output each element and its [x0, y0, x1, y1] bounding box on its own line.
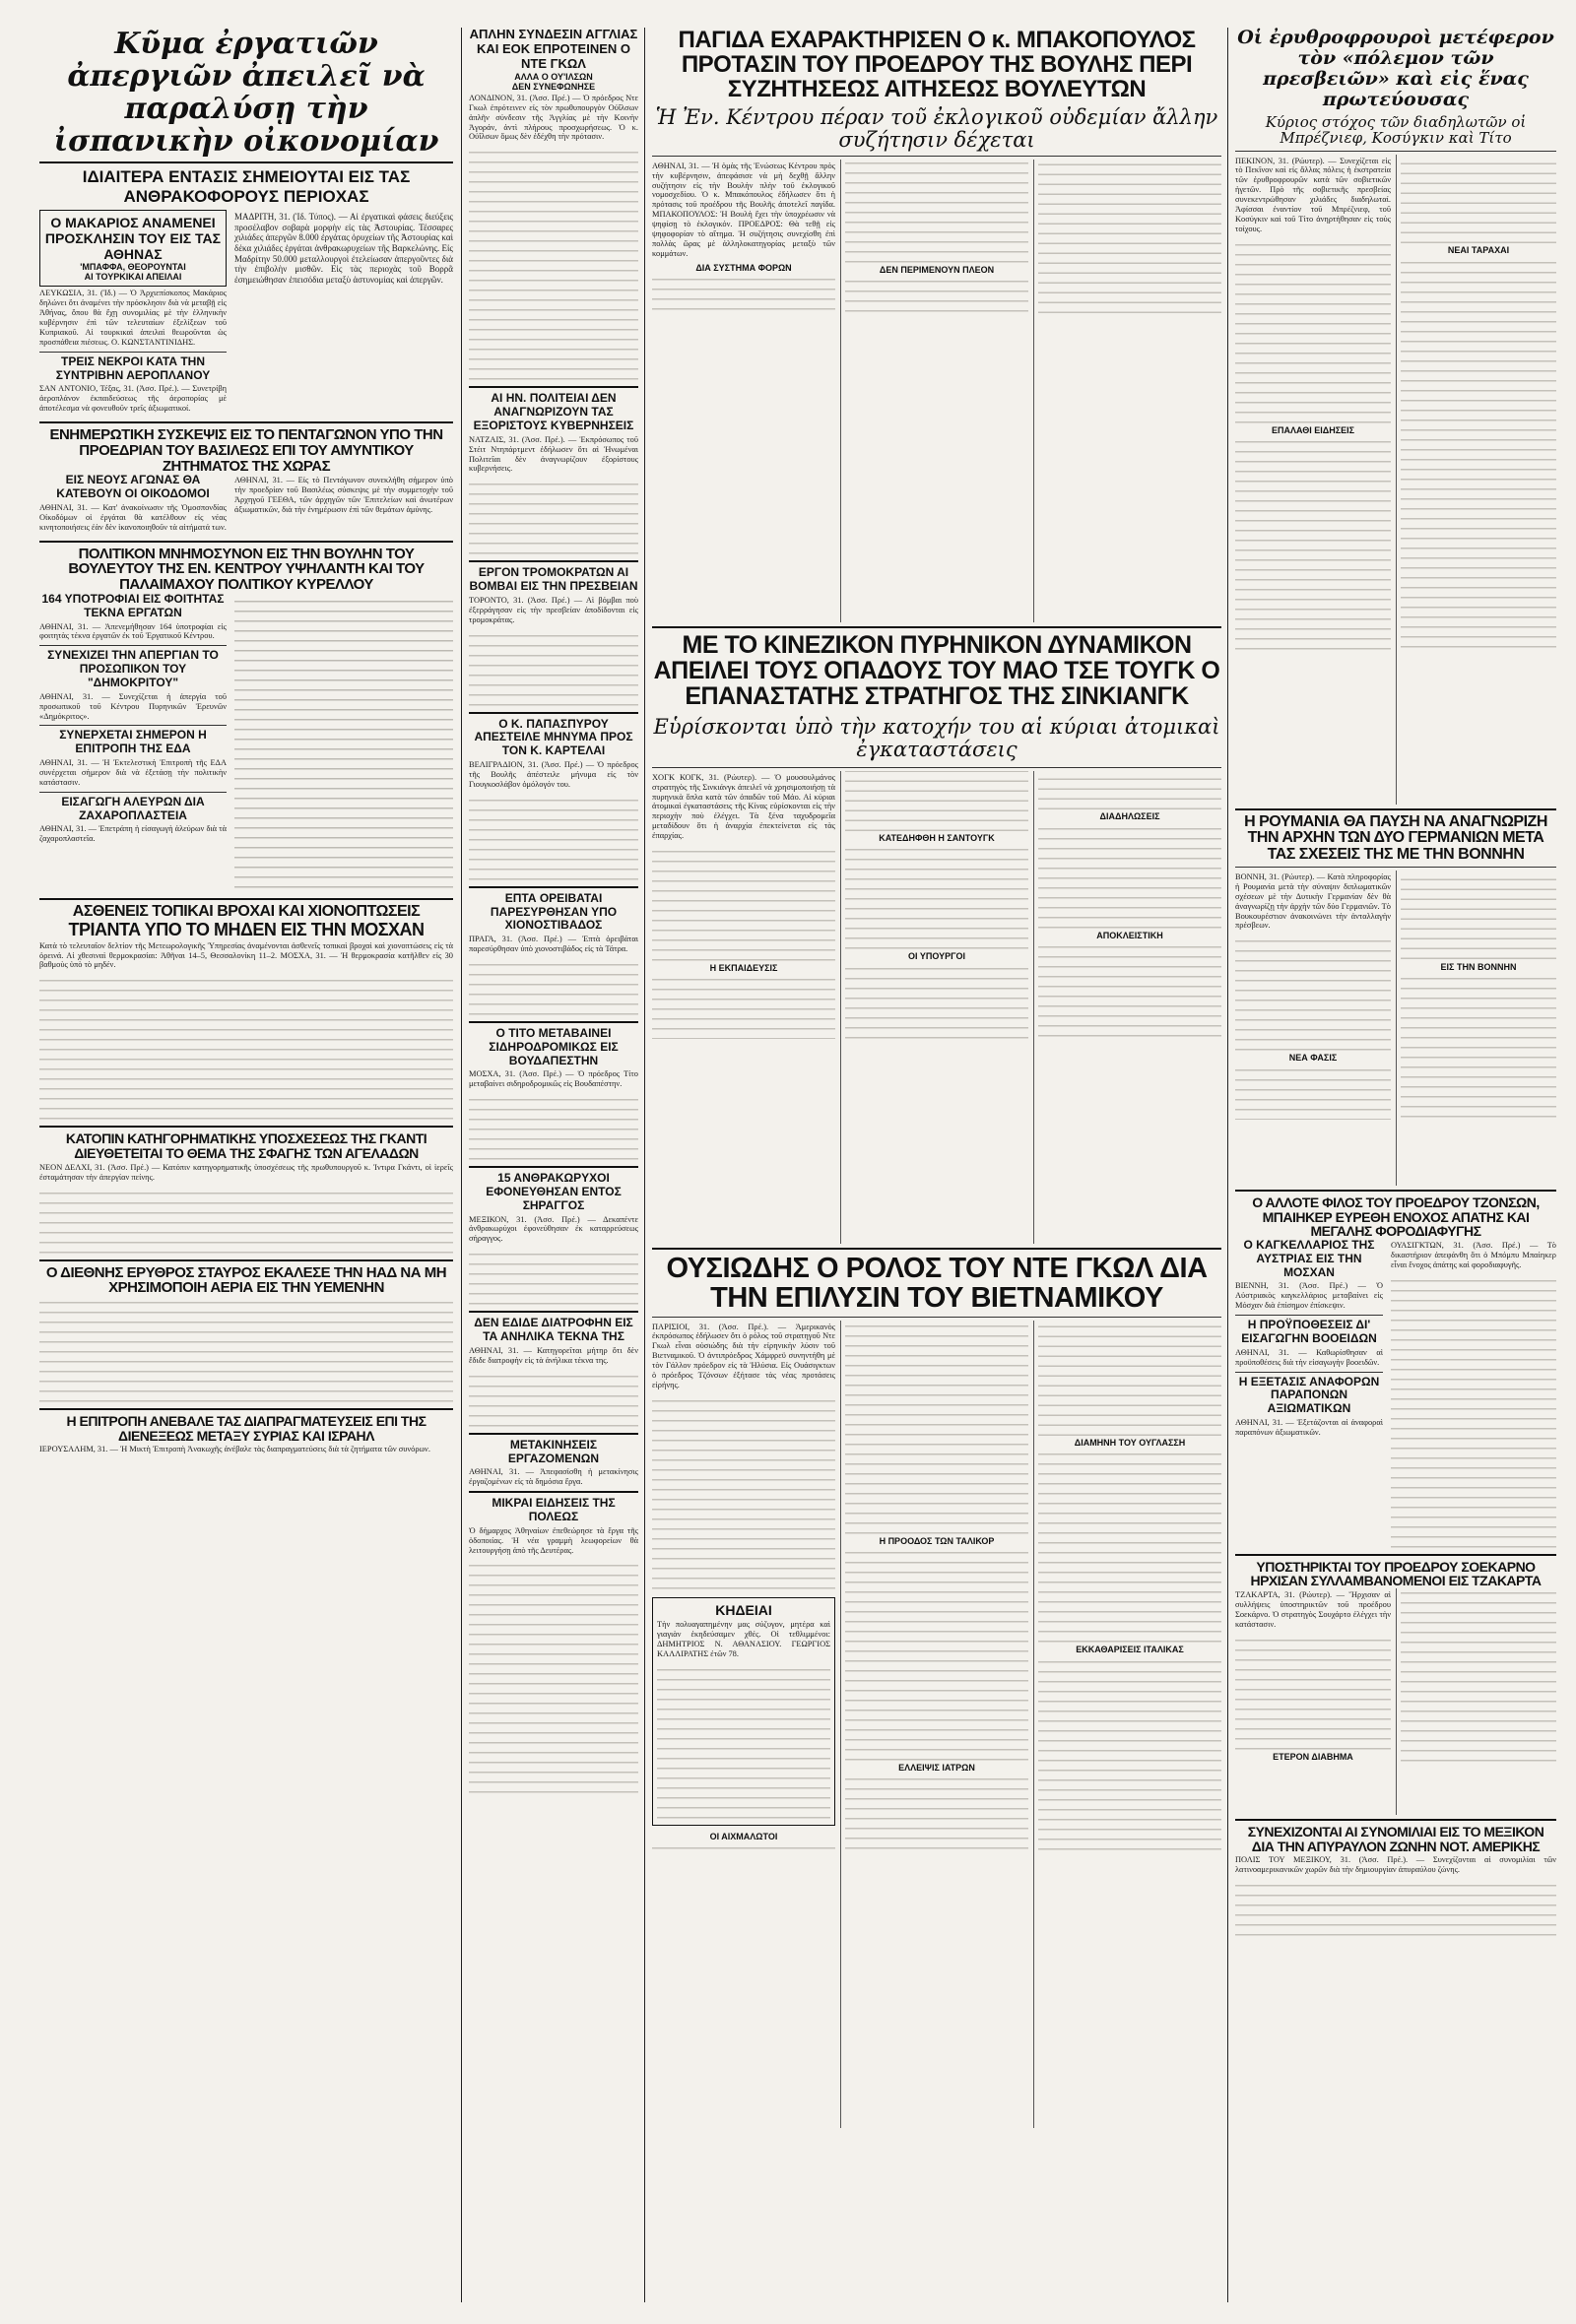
- moscow-cold-headline: ΤΡΙΑΝΤΑ ΥΠΟ ΤΟ ΜΗΔΕΝ ΕΙΣ ΤΗΝ ΜΟΣΧΑΝ: [68, 919, 425, 939]
- red-guards-body: ΠΕΚΙΝΟΝ, 31. (Ρώυτερ). — Συνεχίζεται εἰς τὸ Πεκῖνον καὶ εἰς ἄλλας πόλεις ἡ ἐκστρατεία τῶν ἐρυθροφρουρῶν κατὰ τῶν σοβιετικῶν ἡγετῶν. Πρὸ τῆς σοβιετικῆς πρεσβείας συνεκεντρώθησαν χιλιάδες διαδηλωταί. Ἀφίσσαι ἐναντίον τοῦ Μπρέζνιεφ, τοῦ Κοσύγκιν καὶ τοῦ Τίτο ἀνηρτήθησαν εἰς τοὺς τοίχους.: [1235, 156, 1391, 233]
- center-columns: [652, 28, 1221, 2302]
- flour-headline: ΕΙΣΑΓΩΓΗ ΑΛΕΥΡΩΝ ΔΙΑ ΖΑΧΑΡΟΠΛΑΣΤΕΙΑ: [61, 794, 205, 822]
- duration-subhead: ΔΙΑΜΗΝΗ ΤΟΥ ΟΥΓΛΑΣΣΗ: [1074, 1438, 1186, 1449]
- austria-body: ΒΙΕΝΝΗ, 31. (Ἀσσ. Πρέ.) — Ὁ Αὐστριακὸς καγκελλάριος μεταβαίνει εἰς Μόσχαν διὰ ἐπίσημον ἐπίσκεψιν.: [1235, 1281, 1383, 1311]
- more-news-subhead: ΕΠΑΛΑΘΙ ΕΙΔΗΣΕΙΣ: [1271, 424, 1355, 435]
- mexico-talks-headline: ΣΥΝΕΧΙΖΟΝΤΑΙ ΑΙ ΣΥΝΟΜΙΛΙΑΙ ΕΙΣ ΤΟ ΜΕΞΙΚΟΝ ΔΙΑ ΤΗΝ ΑΠΥΡΑΥΛΟΝ ΖΩΝΗΝ ΝΟΤ. ΑΜΕΡΙΚΗΣ: [1247, 1824, 1544, 1854]
- memorial-body: [234, 595, 453, 890]
- romania-body: ΒΟΝΝΗ, 31. (Ρώυτερ). — Κατὰ πληροφορίας ἡ Ρουμανία μετὰ τὴν σύναψιν διπλωματικῶν σχέσεων μὲ τὴν Δυτικὴν Γερμανίαν δὲν θὰ ἀναγνωρίζῃ τὴν ἀρχὴν τῶν δύο Γερμανιῶν. Τὸ Βουκουρέστιον ἀνακοινώνει τὴν ἀνταλλαγὴν πρέσβεων.: [1235, 872, 1391, 931]
- miners-body: ΜΕΞΙΚΟΝ, 31. (Ἀσσ. Πρέ.) — Δεκαπέντε ἀνθρακωρύχοι ἐφονεύθησαν ἐκ καταρρεύσεως σήραγγος.: [469, 1214, 638, 1244]
- demonstrations-subhead: ΔΙΑΔΗΛΩΣΕΙΣ: [1099, 811, 1160, 822]
- bombs-body: ΤΟΡΟΝΤΟ, 31. (Ἀσσ. Πρέ.) — Αἱ βόμβαι ποὺ ἐξερράγησαν εἰς τὴν πρεσβείαν ἀποδίδονται εἰς τρομοκράτας.: [469, 595, 638, 624]
- bakopoulos-story-columns: [652, 160, 1221, 622]
- exclusive-subhead: ΑΠΟΚΛΕΙΣΤΙΚΗ: [1096, 930, 1163, 940]
- funeral-notice-body: Τὴν πολυαγαπημένην μας σύζυγον, μητέρα καὶ γιαγιὰν ἐκηδεύσαμεν χθές. Οἱ τεθλιμμένοι: ΔΗΜΗΤΡΙΟΣ Ν. ΑΘΑΝΑΣΙΟΥ. ΓΕΩΡΓΙΟΣ ΚΑΛΛΙΡΑΤΗΣ ἐτῶν 78.: [657, 1620, 830, 1658]
- exile-govts-headline: ΑΙ ΗΝ. ΠΟΛΙΤΕΙΑΙ ΔΕΝ ΑΝΑΓΝΩΡΙΖΟΥΝ ΤΑΣ ΕΞΟΡΙΣΤΟΥΣ ΚΥΒΕΡΝΗΣΕΙΣ: [473, 391, 634, 432]
- no-waiting-subhead: ΔΕΝ ΠΕΡΙΜΕΝΟΥΝ ΠΛΕΟΝ: [879, 264, 995, 275]
- pentagon-body: ΑΘΗΝΑΙ, 31. — Εἰς τὸ Πεντάγωνον συνεκλήθη σήμερον ὑπὸ τὴν προεδρίαν τοῦ Βασιλέως σύσκεψις μὲ τὴν συμμετοχὴν τοῦ Ἀρχηγοῦ ΓΕΕΘΑ, τῶν ἀρχηγῶν τῶν Ἐπιτελείων καὶ ἀνωτέρων ἀξιωματικῶν, διὰ τὴν ἐνημέρωσιν ἐπὶ τῶν θεμάτων ἀμύνης.: [234, 476, 453, 515]
- officer-complaints-headline: Η ΕΞΕΤΑΣΙΣ ΑΝΑΦΟΡΩΝ ΠΑΡΑΠΟΝΩΝ ΑΞΙΩΜΑΤΙΚΩΝ: [1238, 1374, 1380, 1416]
- weather-body: Κατὰ τὸ τελευταῖον δελτίον τῆς Μετεωρολογικῆς Ὑπηρεσίας ἀναμένονται ἀσθενεῖς τοπικαὶ βροχαὶ καὶ χιονοπτώσεις εἰς τὰ ὀρεινά. Αἱ χθεσιναὶ θερμοκρασίαι: Ἀθῆναι 14–5, Θεσσαλονίκη 11–2. ΜΟΣΧΑ, 31. — Ἡ θερμοκρασία κατῆλθεν εἰς 30 βαθμοὺς ὑπὸ τὸ μηδέν.: [39, 940, 453, 970]
- shantung-subhead: ΚΑΤΕΔΗΦΘΗ Η ΣΑΝΤΟΥΓΚ: [879, 833, 995, 844]
- papaspyrou-headline: Ο Κ. ΠΑΠΑΣΠΥΡΟΥ ΑΠΕΣΤΕΙΛΕ ΜΗΝΥΜΑ ΠΡΟΣ ΤΟΝ Κ. ΚΑΡΤΕΛΑΙ: [474, 716, 633, 758]
- cattle-import-headline: Η ΠΡΟΫΠΟΘΕΣΕΙΣ ΔΙ' ΕΙΣΑΓΩΓΗΝ ΒΟΟΕΙΔΩΝ: [1241, 1318, 1377, 1345]
- gandhi-headline: ΚΑΤΟΠΙΝ ΚΑΤΗΓΟΡΗΜΑΤΙΚΗΣ ΥΠΟΣΧΕΣΕΩΣ ΤΗΣ ΓΚΑΝΤΙ ΔΙΕΥΘΕΤΕΙΤΑΙ ΤΟ ΘΕΜΑ ΤΗΣ ΣΦΑΓΗΣ ΤΩΝ ΑΓΕΛΑΔΩΝ: [65, 1130, 427, 1162]
- baker-body: ΟΥΑΣΙΓΚΤΩΝ, 31. (Ἀσσ. Πρέ.) — Τὸ δικαστήριον ἀπεφάνθη ὅτι ὁ Μπόμπυ Μπαίηκερ εἶναι ἔνοχος ἀπάτης καὶ φοροδιαφυγῆς.: [1391, 1241, 1556, 1269]
- bakopoulos-body: ΑΘΗΝΑΙ, 31. — Ἡ ὁμὰς τῆς Ἑνώσεως Κέντρου πρὸς τὴν κυβέρνησιν, ἀπεφάσισε νὰ μὴ δεχθῇ ἄλλην συζήτησιν εἰς τὴν Βουλὴν πλὴν τοῦ ἐκλογικοῦ νομοσχεδίου. Ὁ κ. Μπακόπουλος ἐδήλωσεν ὅτι ἡ πρότασις τοῦ προέδρου τῆς Βουλῆς ἀποτελεῖ παγίδα. ΜΠΑΚΟΠΟΥΛΟΣ: Ἡ Βουλὴ ἔχει τὴν ὑποχρέωσιν νὰ ψηφίσῃ τὸ ἐκλογικόν. ΠΡΟΕΔΡΟΣ: Θὰ τεθῇ εἰς ψηφοφορίαν τὸ αἴτημα. Ἡ συζήτησις συνεχίσθη ἐπὶ πολλὰς ὥρας μὲ ἀλληλοκατηγορίας μεταξὺ τῶν κομμάτων.: [652, 161, 835, 258]
- cattle-import-body: ΑΘΗΝΑΙ, 31. — Καθωρίσθησαν αἱ προϋποθέσεις διὰ τὴν εἰσαγωγὴν βοοειδῶν.: [1235, 1347, 1383, 1367]
- transfers-body: ΑΘΗΝΑΙ, 31. — Ἀπεφασίσθη ἡ μετακίνησις ἐργαζομένων εἰς τὰ δημόσια ἔργα.: [469, 1467, 638, 1487]
- builders-body: ΑΘΗΝΑΙ, 31. — Κατ' ἀνακοίνωσιν τῆς Ὁμοσπονδίας Οἰκοδόμων οἱ ἐργάται θὰ κατέλθουν εἰς νέας κινητοποιήσεις ἐὰν δὲν ἱκανοποιηθοῦν τὰ αἰτήματά των.: [39, 502, 227, 532]
- eda-headline: ΣΥΝΕΡΧΕΤΑΙ ΣΗΜΕΡΟΝ Η ΕΠΙΤΡΟΠΗ ΤΗΣ ΕΔΑ: [59, 728, 207, 756]
- baker-headline: Ο ΑΛΛΟΤΕ ΦΙΛΟΣ ΤΟΥ ΠΡΟΕΔΡΟΥ ΤΖΟΝΣΩΝ, ΜΠΑΙΗΚΕΡ ΕΥΡΕΘΗ ΕΝΟΧΟΣ ΑΠΑΤΗΣ ΚΑΙ ΜΕΓΑΛΗΣ ΦΟΡΟΔΙΑΦΥΓΗΣ: [1252, 1194, 1540, 1240]
- purges-subhead: ΕΚΚΑΘΑΡΙΣΕΙΣ ΙΤΑΛΙΚΑΣ: [1076, 1645, 1184, 1655]
- officer-complaints-body: ΑΘΗΝΑΙ, 31. — Ἐξετάζονται αἱ ἀναφοραὶ παραπόνων ἀξιωματικῶν.: [1235, 1417, 1383, 1437]
- funeral-notice-box: [652, 1597, 835, 1826]
- second-column: [469, 28, 638, 2302]
- makarios-headline: Ο ΜΑΚΑΡΙΟΣ ΑΝΑΜΕΝΕΙ ΠΡΟΣΚΛΗΣΙΝ ΤΟΥ ΕΙΣ ΤΑΣ ΑΘΗΝΑΣ: [44, 215, 222, 263]
- austria-headline: Ο ΚΑΓΚΕΛΛΑΡΙΟΣ ΤΗΣ ΑΥΣΤΡΙΑΣ ΕΙΣ ΤΗΝ ΜΟΣΧΑΝ: [1243, 1238, 1375, 1279]
- climbers-body: ΠΡΑΓΑ, 31. (Ἀσσ. Πρέ.) — Ἑπτὰ ὀρειβάται παρεσύρθησαν ὑπὸ χιονοστιβάδος εἰς τὰ Τάτρα.: [469, 935, 638, 954]
- de-gaulle-england-subhead: ΑΛΛΑ Ο ΟΥ'ΙΛΣΩΝ: [514, 71, 593, 82]
- de-gaulle-vietnam-body: ΠΑΡΙΣΙΟΙ, 31. (Ἀσσ. Πρέ.). — Ἀμερικανὸς ἐκπρόσωπος ἐδήλωσεν ὅτι ὁ ρόλος τοῦ στρατηγοῦ Ντε Γκωλ εἶναι οὐσιώδης διὰ τὴν εἰρηνικὴν λύσιν τοῦ Βιετναμικοῦ. Ὁ ἀντιπρόεδρος Χάμφρεϋ συνηντήθη μὲ τὸν Γάλλον πρόεδρον εἰς τὰ Ἠλύσια. Εἰς Ουάσιγκτων ὁ πρόεδρος Τζόνσων ἐξήτασε τὰς νέας προτάσεις εἰρήνης.: [652, 1322, 835, 1389]
- bakopoulos-headline: ΠΑΓΙΔΑ ΕΧΑΡΑΚΤΗΡΙΣΕΝ Ο κ. ΜΠΑΚΟΠΟΥΛΟΣ ΠΡΟΤΑΣΙΝ ΤΟΥ ΠΡΟΕΔΡΟΥ ΤΗΣ ΒΟΥΛΗΣ ΠΕΡΙ ΣΥΖΗΤΗΣΕΩΣ ΑΙΤΗΣΕΩΣ ΒΟΥΛΕΥΤΩΝ: [678, 28, 1196, 103]
- child-support-body: ΑΘΗΝΑΙ, 31. — Κατηγορεῖται μήτηρ ὅτι δὲν ἔδιδε διατροφὴν εἰς τὰ ἀνήλικα τέκνα της.: [469, 1345, 638, 1365]
- makarios-subhead: 'ΜΠΑΦΦΑ, ΘΕΟΡΟΥΝΤΑΙ: [80, 262, 186, 273]
- eda-body: ΑΘΗΝΑΙ, 31. — Ἡ Ἐκτελεστικὴ Ἐπιτροπὴ τῆς ΕΔΑ συνέρχεται σήμερον διὰ νὰ ἐξετάσῃ τὴν πολιτικὴν κατάστασιν.: [39, 758, 227, 787]
- spain-subhead: ΙΔΙΑΙΤΕΡΑ ΕΝΤΑΣΙΣ ΣΗΜΕΙΟΥΤΑΙ ΕΙΣ ΤΑΣ ΑΝΘΡΑΚΟΦΟΡΟΥΣ ΠΕΡΙΟΧΑΣ: [82, 167, 411, 206]
- sukarno-body: ΤΖΑΚΑΡΤΑ, 31. (Ρώυτερ). — Ἤρχισαν αἱ συλλήψεις ὑποστηρικτῶν τοῦ προέδρου Σοεκάρνο. Ὁ στρατηγὸς Σουχάρτο ἐλέγχει τὴν κατάστασιν.: [1235, 1590, 1391, 1629]
- tito-headline: Ο ΤΙΤΟ ΜΕΤΑΒΑΙΝΕΙ ΣΙΔΗΡΟΔΡΟΜΙΚΩΣ ΕΙΣ ΒΟΥΔΑΠΕΣΤΗΝ: [489, 1025, 619, 1067]
- romania-columns: [1235, 871, 1556, 1186]
- flour-body: ΑΘΗΝΑΙ, 31. — Ἐπετράπη ἡ εἰσαγωγὴ ἀλεύρων διὰ τὰ ζαχαροπλαστεῖα.: [39, 824, 227, 844]
- spain-headline: Κῦμα ἐργατιῶν ἀπεργιῶν ἀπειλεῖ νὰ παραλύσῃ τὴν ἰσπανικὴν οἰκονομίαν: [53, 28, 439, 159]
- scholarships-headline: 164 ΥΠΟΤΡΟΦΙΑΙ ΕΙΣ ΦΟΙΤΗΤΑΣ ΤΕΚΝΑ ΕΡΓΑΤΩΝ: [41, 591, 225, 619]
- left-column: [39, 28, 453, 2302]
- newspaper-page: [39, 28, 1556, 2302]
- child-support-headline: ΔΕΝ ΕΔΙΔΕ ΔΙΑΤΡΟΦΗΝ ΕΙΣ ΤΑ ΑΝΗΛΙΚΑ ΤΕΚΝΑ ΤΗΣ: [474, 1316, 633, 1344]
- new-phase-subhead: ΝΕΑ ΦΑΣΙΣ: [1288, 1053, 1338, 1064]
- makarios-subhead-2: ΑΙ ΤΟΥΡΚΙΚΑΙ ΑΠΕΙΛΑΙ: [84, 272, 182, 283]
- transfers-headline: ΜΕΤΑΚΙΝΗΣΕΙΣ ΕΡΓΑΖΟΜΕΝΩΝ: [507, 1437, 600, 1465]
- de-gaulle-vietnam-headline: ΟΥΣΙΩΔΗΣ Ο ΡΟΛΟΣ ΤΟΥ ΝΤΕ ΓΚΩΛ ΔΙΑ ΤΗΝ ΕΠΙΛΥΣΙΝ ΤΟΥ ΒΙΕΤΝΑΜΙΚΟΥ: [666, 1252, 1208, 1315]
- israel-syria-headline: Η ΕΠΙΤΡΟΠΗ ΑΝΕΒΑΛΕ ΤΑΣ ΔΙΑΠΡΑΓΜΑΤΕΥΣΕΙΣ ΕΠΙ ΤΗΣ ΔΙΕΝΕΞΕΩΣ ΜΕΤΑΞΥ ΣΥΡΙΑΣ ΚΑΙ ΙΣΡΑΗΛ: [66, 1413, 427, 1444]
- memorial-headline: ΠΟΛΙΤΙΚΟΝ ΜΝΗΜΟΣΥΝΟΝ ΕΙΣ ΤΗΝ ΒΟΥΛΗΝ ΤΟΥ ΒΟΥΛΕΥΤΟΥ ΤΗΣ ΕΝ. ΚΕΝΤΡΟΥ ΥΨΗΛΑΝΤΗ ΚΑΙ ΤΟΥ ΠΑΛΑΙΜΑΧΟΥ ΠΟΛΙΤΙΚΟΥ ΚΥΡΕΛΛΟΥ: [68, 545, 425, 594]
- makarios-body: ΛΕΥΚΩΣΙΑ, 31. (Ἰδ.) — Ὁ Ἀρχιεπίσκοπος Μακάριος δηλώνει ὅτι ἀναμένει τὴν πρόσκλησιν διὰ νὰ μεταβῇ εἰς Ἀθήνας, ὅπου θὰ ἔχῃ συνομιλίας μὲ τὴν ἑλληνικὴν κυβέρνησιν ἐπὶ τῶν τελευταίων ἐξελίξεων τοῦ Κυπριακοῦ. Αἱ τουρκικαὶ ἀπειλαὶ θεωροῦνται ὡς προσπάθεια πιέσεως. Ο. ΚΩΝΣΤΑΝΤΙΝΙΔΗΣ.: [39, 289, 227, 347]
- de-gaulle-england-subhead-2: ΔΕΝ ΣΥΝΕΦΩΝΗΣΕ: [511, 81, 596, 92]
- papaspyrou-body: ΒΕΛΙΓΡΑΔΙΟΝ, 31. (Ἀσσ. Πρέ.) — Ὁ πρόεδρος τῆς Βουλῆς ἀπέστειλε μήνυμα εἰς τὸν Γιουγκοσλάβον ὁμόλογόν του.: [469, 760, 638, 789]
- red-cross-headline: Ο ΔΙΕΘΝΗΣ ΕΡΥΘΡΟΣ ΣΤΑΥΡΟΣ ΕΚΑΛΕΣΕ ΤΗΝ ΗΑΔ ΝΑ ΜΗ ΧΡΗΣΙΜΟΠΟΙΗ ΑΕΡΙΑ ΕΙΣ ΤΗΝ ΥΕΜΕΝΗΝ: [45, 1263, 447, 1297]
- makarios-story: [39, 210, 227, 418]
- ministers-subhead: ΟΙ ΥΠΟΥΡΓΟΙ: [907, 951, 965, 962]
- mexico-talks-body: ΠΟΛΙΣ ΤΟΥ ΜΕΞΙΚΟΥ, 31. (Ἀσσ. Πρέ.). — Συνεχίζονται αἱ συνομιλίαι τῶν λατινοαμερικανικῶν χωρῶν διὰ τὴν δημιουργίαν ἀπυραύλου ζώνης.: [1235, 1855, 1556, 1875]
- another-demarche-subhead: ΕΤΕΡΟΝ ΔΙΑΒΗΜΑ: [1273, 1751, 1353, 1762]
- red-guards-lead: Κύριος στόχος τῶν διαδηλωτῶν οἱ Μπρέζνιεφ, Κοσύγκιν καὶ Τίτο: [1265, 112, 1527, 148]
- tito-body: ΜΟΣΧΑ, 31. (Ἀσσ. Πρέ.) — Ὁ πρόεδρος Τίτο μεταβαίνει σιδηροδρομικῶς εἰς Βουδαπέστην.: [469, 1069, 638, 1089]
- weather-columns: [39, 974, 453, 1122]
- de-gaulle-england-body: ΛΟΝΔΙΝΟΝ, 31. (Ἀσσ. Πρέ.) — Ὁ πρόεδρος Ντε Γκωλ ἐπρότεινεν εἰς τὸν πρωθυπουργὸν Οὐΐλσων ἁπλῆν σύνδεσιν τῆς Ἀγγλίας μὲ τὴν Κοινὴν Ἀγοράν, ἀντὶ πλήρους προσχωρήσεως. Ὁ κ. Οὐΐλσων ὅμως δὲν ἐδέχθη τὴν πρότασιν.: [469, 93, 638, 142]
- de-gaulle-england-headline: ΑΠΛΗΝ ΣΥΝΔΕΣΙΝ ΑΓΓΛΙΑΣ ΚΑΙ ΕΟΚ ΕΠΡΟΤΕΙΝΕΝ Ο ΝΤΕ ΓΚΩΛ: [469, 28, 638, 71]
- china-story-columns: [652, 771, 1221, 1244]
- new-unrest-subhead: ΝΕΑΙ ΤΑΡΑΧΑΙ: [1447, 245, 1510, 256]
- bombs-headline: ΕΡΓΟΝ ΤΡΟΜΟΚΡΑΤΩΝ ΑΙ ΒΟΜΒΑΙ ΕΙΣ ΤΗΝ ΠΡΕΣΒΕΙΑΝ: [469, 565, 638, 594]
- doctors-shortage-subhead: ΕΛΛΕΙΨΙΣ ΙΑΤΡΩΝ: [898, 1763, 975, 1774]
- city-news-headline: ΜΙΚΡΑΙ ΕΙΔΗΣΕΙΣ ΤΗΣ ΠΟΛΕΩΣ: [492, 1496, 616, 1523]
- democritus-headline: ΣΥΝΕΧΙΖΕΙ ΤΗΝ ΑΠΕΡΓΙΑΝ ΤΟ ΠΡΟΣΩΠΙΚΟΝ ΤΟΥ "ΔΗΜΟΚΡΙΤΟΥ": [47, 648, 219, 689]
- exile-govts-body: ΝΑΤΖΑΙΣ, 31. (Ἀσσ. Πρέ.). — Ἐκπρόσωπος τοῦ Στέιτ Ντηπάρτμεντ ἐδήλωσεν ὅτι αἱ Ἡνωμέναι Πολιτεῖαι δὲν ἀναγνωρίζουν ἐξορίστους κυβερνήσεις.: [469, 434, 638, 474]
- plane-crash-body: ΣΑΝ ΑΝΤΟΝΙΟ, Τέξας, 31. (Ἀσσ. Πρέ.). — Συνετρίβη ἀεροπλάνον ἐκπαιδεύσεως τῆς ἀεροπορίας μὲ ἀποτέλεσμα νὰ φονευθοῦν τρεῖς ἀξιωματικοί.: [39, 384, 227, 414]
- right-columns: [1235, 28, 1556, 2302]
- bakopoulos-lead: Ἡ Ἐν. Κέντρου πέραν τοῦ ἐκλογικοῦ οὐδεμίαν ἄλλην συζήτησιν δέχεται: [655, 104, 1218, 152]
- city-news-body: Ὁ δήμαρχος Ἀθηναίων ἐπεθεώρησε τὰ ἔργα τῆς ὁδοποιίας. Ἡ νέα γραμμὴ λεωφορείων θὰ λειτουργήσῃ ἀπὸ τῆς Δευτέρας.: [469, 1525, 638, 1555]
- romania-headline: Η ΡΟΥΜΑΝΙΑ ΘΑ ΠΑΥΣΗ ΝΑ ΑΝΑΓΝΩΡΙΖΗ ΤΗΝ ΑΡΧΗΝ ΤΩΝ ΔΥΟ ΓΕΡΜΑΝΙΩΝ ΜΕΤΑ ΤΑΣ ΣΧΕΣΕΙΣ ΤΗΣ ΜΕ ΤΗΝ ΒΟΝΝΗΝ: [1244, 812, 1547, 864]
- climbers-headline: ΕΠΤΑ ΟΡΕΙΒΑΤΑΙ ΠΑΡΕΣΥΡΘΗΣΑΝ ΥΠΟ ΧΙΟΝΟΣΤΙΒΑΔΟΣ: [490, 890, 618, 933]
- funeral-notice-headline: ΚΗΔΕΙΑΙ: [715, 1601, 772, 1618]
- vietnam-story-columns: [652, 1321, 1221, 2128]
- red-guards-columns: [1235, 155, 1556, 805]
- tax-system-subhead: ΔΙΑ ΣΥΣΤΗΜΑ ΦΟΡΩΝ: [695, 262, 792, 273]
- miners-headline: 15 ΑΝΘΡΑΚΩΡΥΧΟΙ ΕΦΟΝΕΥΘΗΣΑΝ ΕΝΤΟΣ ΣΗΡΑΓΓΟΣ: [486, 1171, 622, 1212]
- pentagon-headline: ΕΝΗΜΕΡΩΤΙΚΗ ΣΥΣΚΕΨΙΣ ΕΙΣ ΤΟ ΠΕΝΤΑΓΩΝΟΝ ΥΠΟ ΤΗΝ ΠΡΟΕΔΡΙΑΝ ΤΟΥ ΒΑΣΙΛΕΩΣ ΕΠΙ ΤΟΥ ΑΜΥΝΤΙΚΟΥ ΖΗΤΗΜΑΤΟΣ ΤΗΣ ΧΩΡΑΣ: [49, 426, 443, 475]
- gandhi-body: ΝΕΟΝ ΔΕΛΧΙ, 31. (Ἀσσ. Πρέ.) — Κατόπιν κατηγορηματικῆς ὑποσχέσεως τῆς πρωθυπουργοῦ κ. Ἰντιρα Γκάντι, οἱ ἱερεῖς ἐσταμάτησαν τὴν ἀπεργίαν πείνης.: [39, 1162, 453, 1182]
- weather-headline: ΑΣΘΕΝΕΙΣ ΤΟΠΙΚΑΙ ΒΡΟΧΑΙ ΚΑΙ ΧΙΟΝΟΠΤΩΣΕΙΣ: [72, 902, 421, 920]
- spain-body: ΜΑΔΡΙΤΗ, 31. (Ἰδ. Τύπος). — Αἱ ἐργατικαὶ φάσεις διεύξεις προσέλαβον σοβαρὰ μορφὴν εἰς τὰς Ἀστουρίας. Τέσσαρες χιλιάδες ἀπεργῶν 8.000 ἐργάτας ὁρυχείων τῆς Ἀστουρίας καὶ δέκα χιλιάδες ἐργάται ἀνθρακωρυχείων τῆς Βαρκελώνης. Εἰς Μαδρίτην 50.000 μεταλλουργοὶ ἐτελείωσαν ἀπεργοῦντες διὰ τὴν ἐπιβολὴν μισθῶν. Εἰς τὰς περιοχὰς τοῦ Βορρᾶ ἐσημειώθησαν ἐπεισόδια μεταξὺ ἀστυνομίας καὶ ἀπεργῶν.: [234, 212, 453, 285]
- talikor-subhead: Η ΠΡΟΟΔΟΣ ΤΩΝ ΤΑΛΙΚΟΡ: [879, 1535, 995, 1546]
- israel-syria-body: ΙΕΡΟΥΣΑΛΗΜ, 31. — Ἡ Μικτὴ Ἐπιτροπὴ Ἀνακωχῆς ἀνέβαλε τὰς διαπραγματεύσεις διὰ τὰ ζητήματα τῶν συνόρων.: [39, 1445, 430, 1454]
- china-nuclear-body: ΧΟΓΚ ΚΟΓΚ, 31. (Ρώυτερ). — Ὁ μουσουλμάνος στρατηγὸς τῆς Σινκιάνγκ ἀπειλεῖ νὰ χρησιμοποιήσῃ τὰ πυρηνικὰ ὅπλα κατὰ τῶν ὀπαδῶν τοῦ Μάο. Αἱ κύριαι ἀτομικαὶ ἐγκαταστάσεις τῆς Κίνας εὑρίσκονται εἰς τὴν περιοχὴν ποὺ ἐλέγχει. Τὰ ξένα ταχυδρομεῖα μεταδίδουν ὅτι ἡ ἀναρχία ἐπεκτείνεται εἰς τὰς ἐπαρχίας.: [652, 772, 835, 841]
- builders-headline: ΕΙΣ ΝΕΟΥΣ ΑΓΩΝΑΣ ΘΑ ΚΑΤΕΒΟΥΝ ΟΙ ΟΙΚΟΔΟΜΟΙ: [56, 473, 210, 501]
- sukarno-columns: [1235, 1588, 1556, 1815]
- prisoners-subhead: ΟΙ ΑΙΧΜΑΛΩΤΟΙ: [709, 1831, 778, 1841]
- democritus-body: ΑΘΗΝΑΙ, 31. — Συνεχίζεται ἡ ἀπεργία τοῦ προσωπικοῦ τοῦ Κέντρου Πυρηνικῶν Ἐρευνῶν «Δημόκριτος».: [39, 691, 227, 721]
- red-guards-headline: Οἱ ἐρυθροφρουροὶ μετέφερον τὸν «πόλεμον τῶν πρεσβειῶν» καὶ εἰς ἕνας πρωτεύουσας: [1237, 28, 1554, 110]
- education-subhead: Η ΕΚΠΑΙΔΕΥΣΙΣ: [709, 963, 778, 974]
- china-nuclear-headline: ΜΕ ΤΟ ΚΙΝΕΖΙΚΟΝ ΠΥΡΗΝΙΚΟΝ ΔΥΝΑΜΙΚΟΝ ΑΠΕΙΛΕΙ ΤΟΥΣ ΟΠΑΔΟΥΣ ΤΟΥ ΜΑΟ ΤΣΕ ΤΟΥΓΚ Ο ΕΠΑΝΑΣΤΑΤΗΣ ΣΤΡΑΤΗΓΟΣ ΤΗΣ ΣΙΝΚΙΑΝΓΚ: [653, 630, 1220, 711]
- scholarships-body: ΑΘΗΝΑΙ, 31. — Ἀπενεμήθησαν 164 ὑποτροφίαι εἰς φοιτητὰς τέκνα ἐργατῶν ἐκ τοῦ Ἐργατικοῦ Κέντρου.: [39, 621, 227, 641]
- china-nuclear-lead: Εὑρίσκονται ὑπὸ τὴν κατοχήν του αἱ κύριαι ἀτομικαὶ ἐγκαταστάσεις: [653, 714, 1220, 761]
- plane-crash-headline: ΤΡΕΙΣ ΝΕΚΡΟΙ ΚΑΤΑ ΤΗΝ ΣΥΝΤΡΙΒΗΝ ΑΕΡΟΠΛΑΝΟΥ: [55, 354, 211, 382]
- in-bonn-subhead: ΕΙΣ ΤΗΝ ΒΟΝΝΗΝ: [1440, 961, 1517, 972]
- sukarno-headline: ΥΠΟΣΤΗΡΙΚΤΑΙ ΤΟΥ ΠΡΟΕΔΡΟΥ ΣΟΕΚΑΡΝΟ ΗΡΧΙΣΑΝ ΣΥΛΛΑΜΒΑΝΟΜΕΝΟΙ ΕΙΣ ΤΖΑΚΑΡΤΑ: [1250, 1558, 1542, 1589]
